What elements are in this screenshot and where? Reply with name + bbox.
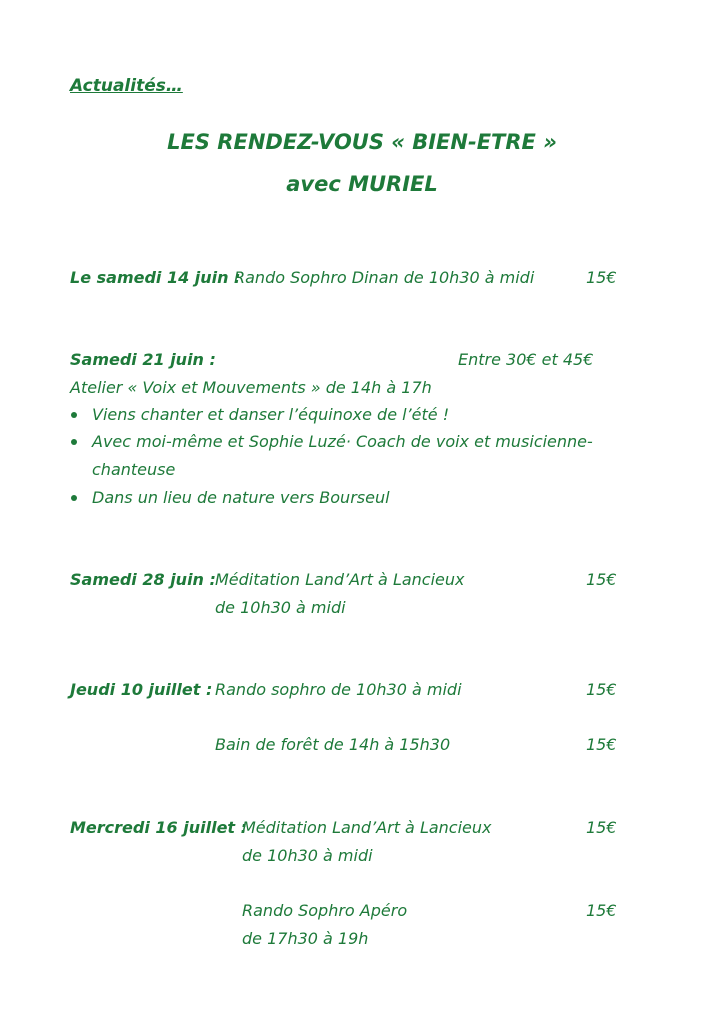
event-description: Bain de forêt de 14h à 15h30 [215, 735, 451, 754]
event-price: 15€ [586, 268, 617, 287]
event-date: Samedi 28 juin : [70, 570, 216, 589]
bullet-icon [71, 412, 77, 418]
event-price: Entre 30€ et 45€ [458, 350, 594, 369]
event-time: de 10h30 à midi [242, 846, 373, 865]
bullet-item: Viens chanter et danser l’équinoxe de l’été ! [92, 405, 450, 424]
bullet-item-continuation: chanteuse [92, 460, 176, 479]
event-subtitle: Atelier « Voix et Mouvements » de 14h à 17h [70, 378, 432, 397]
event-price: 15€ [586, 680, 617, 699]
event-description: Rando Sophro Apéro [242, 901, 408, 920]
bullet-item: Avec moi-même et Sophie Luzé· Coach de voix et musicienne- [92, 432, 593, 451]
page-title-line2: avec MURIEL [286, 172, 438, 196]
event-price: 15€ [586, 570, 617, 589]
event-price: 15€ [586, 735, 617, 754]
event-date: Le samedi 14 juin : [70, 268, 241, 287]
event-price: 15€ [586, 901, 617, 920]
event-description: Rando Sophro Dinan de 10h30 à midi [234, 268, 535, 287]
event-time: de 10h30 à midi [215, 598, 346, 617]
bullet-icon [71, 495, 77, 501]
bullet-item: Dans un lieu de nature vers Bourseul [92, 488, 390, 507]
event-price: 15€ [586, 818, 617, 837]
event-date: Jeudi 10 juillet : [70, 680, 213, 699]
event-date: Mercredi 16 juillet : [70, 818, 248, 837]
event-date: Samedi 21 juin : [70, 350, 216, 369]
event-description: Méditation Land’Art à Lancieux [242, 818, 492, 837]
page-title-line1: LES RENDEZ-VOUS « BIEN-ETRE » [167, 130, 557, 154]
event-description: Méditation Land’Art à Lancieux [215, 570, 465, 589]
news-kicker: Actualités… [70, 76, 183, 96]
event-description: Rando sophro de 10h30 à midi [215, 680, 462, 699]
bullet-icon [71, 439, 77, 445]
event-time: de 17h30 à 19h [242, 929, 369, 948]
